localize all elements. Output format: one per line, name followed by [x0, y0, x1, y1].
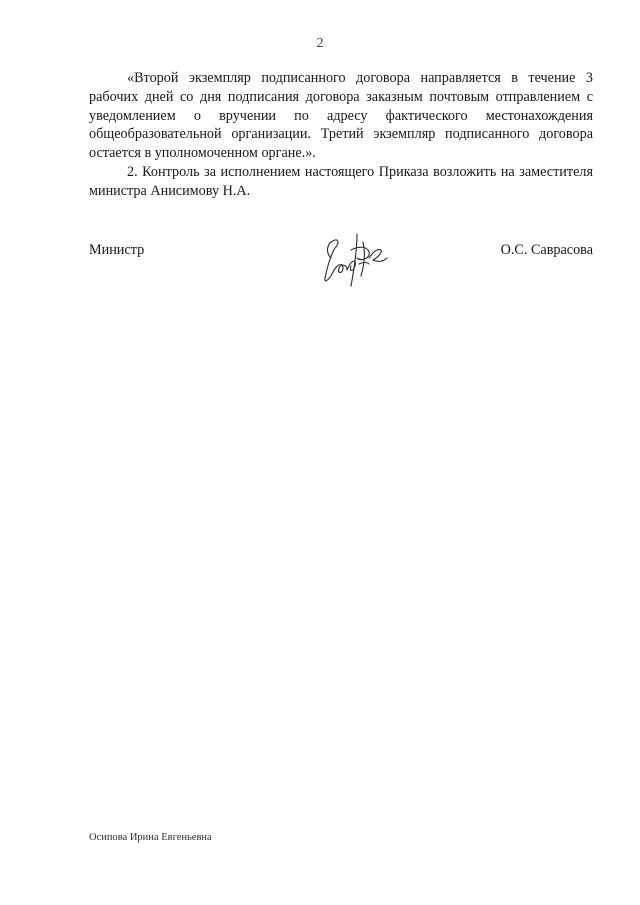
signatory-position: Министр	[89, 242, 145, 258]
executor-footer: Осипова Ирина Евгеньевна	[89, 832, 212, 843]
paragraph-contract-copies: «Второй экземпляр подписанного договора направляется в течение 3 рабочих дней со дня подписания договора заказным почтовым отправлением с уведомлением о вручении по адресу фактического местонахождения общеобразовательной организации. Третий экземпляр подписанного договора остается в уполномоченном органе.».	[89, 70, 593, 162]
paragraph-control-clause: 2. Контроль за исполнением настоящего Приказа возложить на заместителя министра Анисимову Н.А.	[89, 163, 593, 199]
handwritten-signature	[317, 228, 391, 292]
signature-block	[89, 242, 593, 302]
document-body	[89, 69, 593, 201]
signatory-name: О.С. Саврасова	[500, 242, 593, 258]
page-number: 2	[316, 36, 324, 51]
